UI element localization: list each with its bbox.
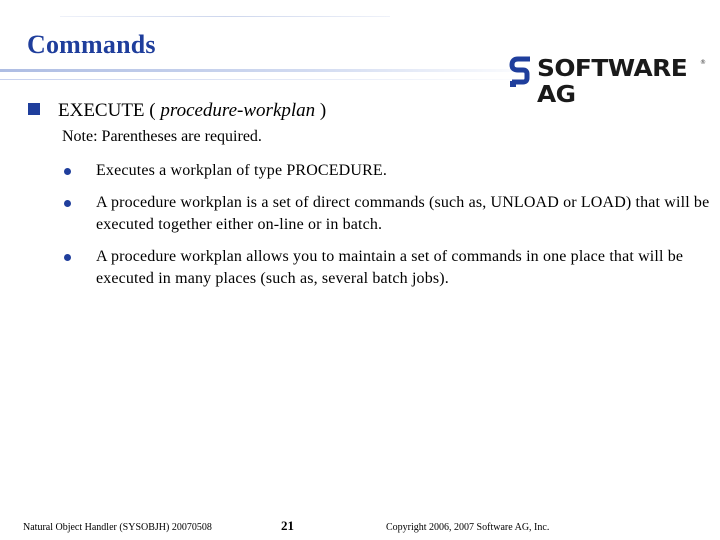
bullet-suffix: ) [315, 100, 327, 121]
software-ag-s-logo-icon [509, 56, 533, 88]
footer-copyright: Copyright 2006, 2007 Software AG, Inc. [386, 522, 550, 533]
software-ag-logo [509, 54, 709, 108]
footer-page-number: 21 [281, 518, 294, 533]
footer-document-name: Natural Object Handler (SYSOBJH) 20070508 [23, 522, 212, 533]
bullet-emphasis: procedure-workplan [160, 100, 316, 121]
bullet-execute [28, 99, 326, 123]
title-underline-thin [0, 79, 510, 80]
round-bullet-icon [64, 200, 71, 207]
bullet-prefix: EXECUTE ( [58, 100, 161, 121]
sub-bullet-1 [64, 160, 714, 182]
logo-wordmark: SOFTWARE AG [537, 56, 688, 108]
sub-bullet-3 [64, 246, 714, 290]
round-bullet-icon [64, 254, 71, 261]
sub-bullet-text: A procedure workplan allows you to maintain a set of commands in one place that will be executed in many places (such as, several batch jobs). [96, 248, 684, 287]
round-bullet-icon [64, 168, 71, 175]
sub-bullet-2 [64, 192, 714, 236]
sub-bullet-text: A procedure workplan is a set of direct commands (such as, UNLOAD or LOAD) that will be executed together either on-line or in batch. [96, 194, 710, 233]
square-bullet-icon [28, 103, 40, 115]
sub-bullet-text: Executes a workplan of type PROCEDURE. [96, 162, 387, 179]
logo-trademark: ® [700, 59, 706, 66]
title-underline-thick [0, 69, 520, 72]
note-text: Note: Parentheses are required. [62, 128, 262, 145]
slide-title: Commands [27, 30, 156, 59]
top-decorative-line [60, 16, 390, 17]
